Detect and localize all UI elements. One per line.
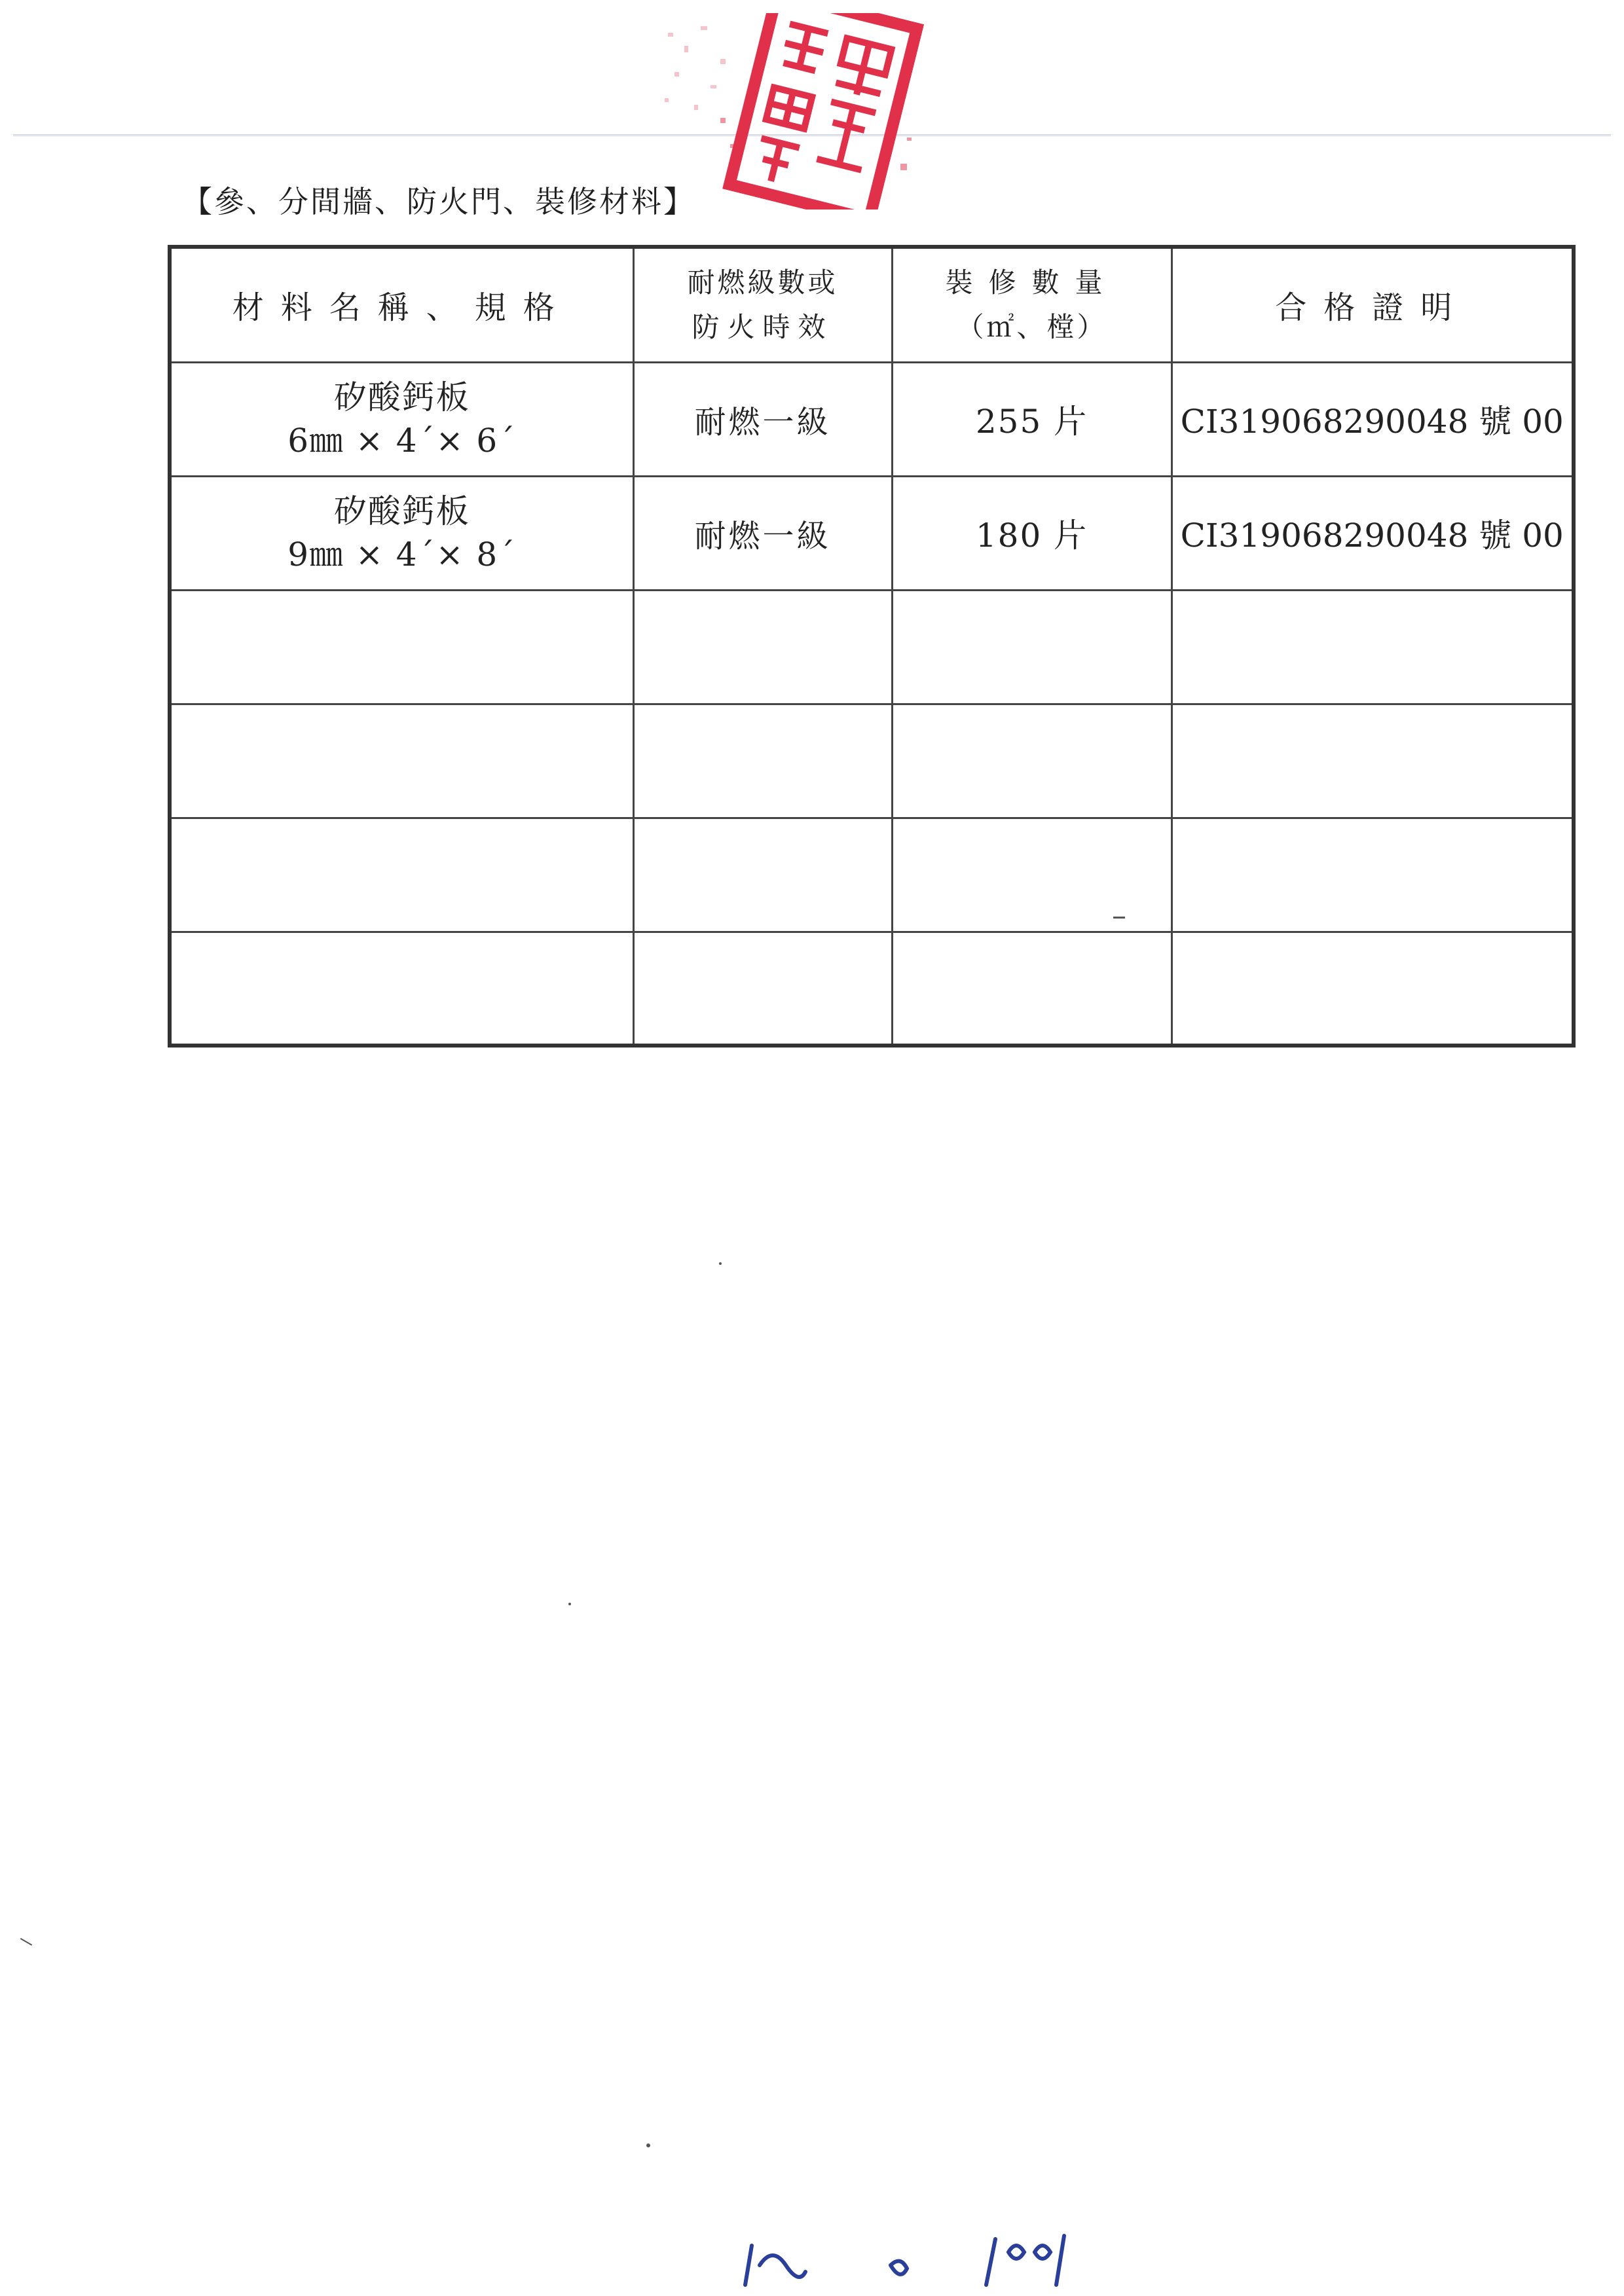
empty-cell — [1172, 590, 1574, 704]
header-material-name — [170, 247, 633, 362]
fire-rating-cell: 耐燃一級 — [633, 476, 892, 590]
materials-table — [168, 245, 1576, 1048]
header-certificate-label: 合格證明 — [1275, 289, 1469, 327]
table-row — [170, 362, 1574, 476]
empty-cell — [633, 932, 892, 1046]
material-name-cell — [170, 362, 633, 476]
empty-cell — [892, 932, 1172, 1046]
section-heading: 【參、分間牆、防火門、裝修材料】 — [182, 184, 695, 219]
handwritten-page-mark — [733, 2226, 1074, 2291]
empty-cell — [1172, 932, 1574, 1046]
material-name: 矽酸鈣板 — [333, 492, 470, 530]
quantity-cell: 180 片 — [892, 476, 1172, 590]
empty-cell — [1172, 818, 1574, 932]
empty-cell — [892, 818, 1172, 932]
header-quantity-line2: （㎡、樘） — [956, 310, 1107, 343]
red-official-seal — [704, 13, 927, 210]
header-fire-rating-line2: 防火時效 — [692, 310, 834, 343]
empty-cell — [170, 818, 633, 932]
empty-table-row — [170, 704, 1574, 818]
empty-table-row — [170, 932, 1574, 1046]
empty-cell — [892, 704, 1172, 818]
material-name-cell — [170, 476, 633, 590]
header-fire-rating — [633, 247, 892, 362]
empty-cell — [892, 590, 1172, 704]
header-certificate — [1172, 247, 1574, 362]
header-material-name-label: 材料名稱、規格 — [232, 289, 572, 327]
empty-table-row — [170, 590, 1574, 704]
empty-cell — [633, 818, 892, 932]
empty-cell — [170, 932, 633, 1046]
certificate-cell: CI319068290048 號 00 — [1172, 476, 1574, 590]
header-fire-rating-line1: 耐燃級數或 — [687, 266, 838, 299]
quantity-cell: 255 片 — [892, 362, 1172, 476]
empty-cell — [170, 704, 633, 818]
empty-cell — [1172, 704, 1574, 818]
empty-cell — [170, 590, 633, 704]
header-quantity — [892, 247, 1172, 362]
table-row — [170, 476, 1574, 590]
table-header-row — [170, 247, 1574, 362]
certificate-cell: CI319068290048 號 00 — [1172, 362, 1574, 476]
fire-rating-cell: 耐燃一級 — [633, 362, 892, 476]
material-spec: 6㎜ × 4´× 6´ — [287, 422, 517, 460]
empty-table-row — [170, 818, 1574, 932]
material-name: 矽酸鈣板 — [333, 378, 470, 416]
material-spec: 9㎜ × 4´× 8´ — [287, 536, 517, 574]
header-quantity-line1: 裝修數量 — [945, 266, 1118, 299]
empty-cell — [633, 704, 892, 818]
empty-cell — [633, 590, 892, 704]
